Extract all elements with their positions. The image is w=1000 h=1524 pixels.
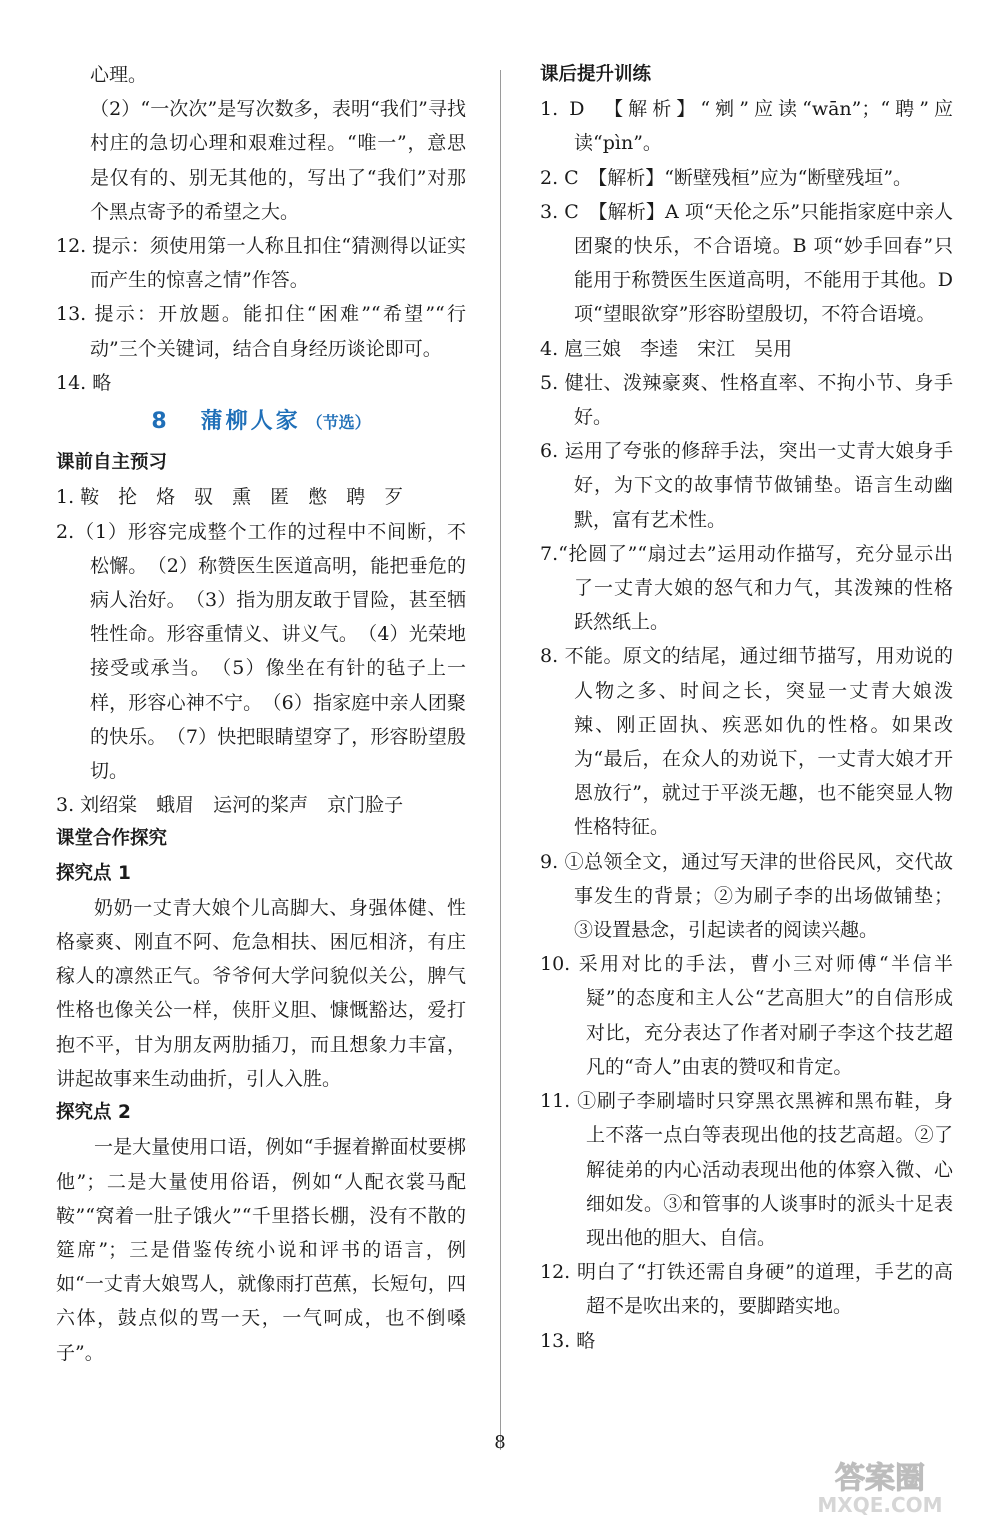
section-heading: 课堂合作探究 (56, 828, 168, 850)
watermark-text: 答案圈 (835, 1461, 925, 1496)
lesson-name: 蒲柳人家 (200, 408, 301, 435)
right-column (540, 58, 953, 1358)
answer-item: 9. ①总领全文，通过写天津的世俗民风，交代故事发生的背景；②为刷子李的出场做铺垫；③设置悬念，引起读者的阅读兴趣。 (540, 850, 953, 942)
answer-item: 13. 提示：开放题。能扣住“困难”“希望”“行动”三个关键词，结合自身经历谈论即可。 (56, 303, 466, 360)
answer-item: 1. D 【解析】“剜”应读“wān”；“聘”应读“pìn”。 (540, 98, 953, 155)
watermark-url: MXQE.COM (817, 1493, 943, 1516)
lesson-number: 8 (151, 409, 167, 435)
column-divider (500, 70, 501, 1450)
answer-item: 5. 健壮、泼辣豪爽、性格直率、不拘小节、身手好。 (540, 371, 953, 429)
subsection-heading: 探究点 2 (56, 1102, 131, 1124)
answer-text: 心理。 (90, 64, 148, 86)
answer-item: 8. 不能。原文的结尾，通过细节描写，用劝说的人物之多、时间之长，突显一丈青大娘泼辣、刚正固执、疾恶如仇的性格。如果改为“最后，在众人的劝说下，一丈青大娘才开恩放行”，就过于平淡无趣，也不能突显人物性格特征。 (540, 645, 953, 839)
answer-item: 2. C 【解析】“断壁残桓”应为“断壁残垣”。 (540, 166, 913, 189)
answer-item: 7.“抡圆了”“扇过去”运用动作描写，充分显示出了一丈青大娘的怒气和力气，其泼辣的性格跃然纸上。 (540, 542, 953, 634)
left-column (56, 58, 466, 1370)
answer-item: 12. 明白了“打铁还需自身硬”的道理，手艺的高超不是吹出来的，要脚踏实地。 (540, 1261, 953, 1318)
page-number: 8 (494, 1432, 506, 1453)
lesson-subtitle: （节选） (306, 413, 371, 433)
watermark-logo (780, 1458, 980, 1516)
section-heading: 课后提升训练 (540, 64, 652, 85)
watermark-graphic (780, 1458, 980, 1516)
answer-item: 10. 采用对比的手法，曹小三对师傅“半信半疑”的态度和主人公“艺高胆大”的自信形成对比，充分表达了作者对刷子李这个技艺超凡的“奇人”由衷的赞叹和肯定。 (540, 953, 953, 1078)
answer-item: 4. 扈三娘 李逵 宋江 吴用 (540, 337, 793, 360)
answer-item: 14. 略 (56, 371, 112, 394)
lesson-title (56, 404, 466, 440)
section-heading: 课前自主预习 (56, 452, 168, 474)
answer-item: 3. 刘绍棠 蛾眉 运河的桨声 京门脸子 (56, 794, 404, 817)
answer-item: 12. 提示：须使用第一人称且扣住“猜测得以证实而产生的惊喜之情”作答。 (56, 235, 466, 292)
answer-text: （2）“一次次”是写次数多，表明“我们”寻找村庄的急切心理和艰难过程。“唯一”，意思是仅有的、别无其他的，写出了“我们”对那个黑点寄予的希望之大。 (90, 98, 466, 223)
answer-item: 11. ①刷子李刷墙时只穿黑衣黑裤和黑布鞋，身上不落一点白等表现出他的技艺高超。②了解徒弟的内心活动表现出他的体察入微、心细如发。③和管事的人谈事时的派头十足表现出他的胆大、自信。 (540, 1090, 953, 1249)
paragraph: 奶奶一丈青大娘个儿高脚大、身强体健、性格豪爽、刚直不阿、危急相扶、困厄相济，有庄稼人的凛然正气。爷爷何大学问貌似关公，脾气性格也像关公一样，侠肝义胆、慷慨豁达，爱打抱不平，甘为朋友两肋插刀，而且想象力丰富，讲起故事来生动曲折，引人入胜。 (56, 896, 466, 1090)
answer-item: 13. 略 (540, 1329, 596, 1352)
subsection-heading: 探究点 1 (56, 862, 131, 884)
answer-item: 3. C 【解析】A 项“天伦之乐”只能指家庭中亲人团聚的快乐，不合语境。B 项“妙手回春”只能用于称赞医生医道高明，不能用于其他。D 项“望眼欲穿”形容盼望殷切，不符合语境。 (540, 200, 953, 326)
paragraph: 一是大量使用口语，例如“手握着擀面杖要梆他”；二是大量使用俗语，例如“人配衣裳马配鞍”“窝着一肚子饿火”“千里搭长棚，没有不散的筵席”；三是借鉴传统小说和评书的语言，例如“一丈青大娘骂人，就像雨打芭蕉，长短句，四六体，鼓点似的骂一天，一气呵成，也不倒嗓子”。 (56, 1136, 466, 1364)
answer-item: 6. 运用了夸张的修辞手法，突出一丈青大娘身手好，为下文的故事情节做铺垫。语言生动幽默，富有艺术性。 (540, 440, 953, 531)
answer-item: 1. 鞍 抡 烙 驭 熏 匿 憋 聘 歹 (56, 486, 404, 509)
answer-item: 2.（1）形容完成整个工作的过程中不间断，不松懈。 （2）称赞医生医道高明，能把垂危的病人治好。 （3）指为朋友敢于冒险，甚至牺牲性命。形容重情义、讲义气。 （4）光荣地接受或承当。 （5）像坐在有针的毡子上一样，形容心神不宁。 （6）指家庭中亲人团聚的快乐。 （7）快把眼睛望穿了，形容盼望殷切。 (56, 520, 466, 783)
